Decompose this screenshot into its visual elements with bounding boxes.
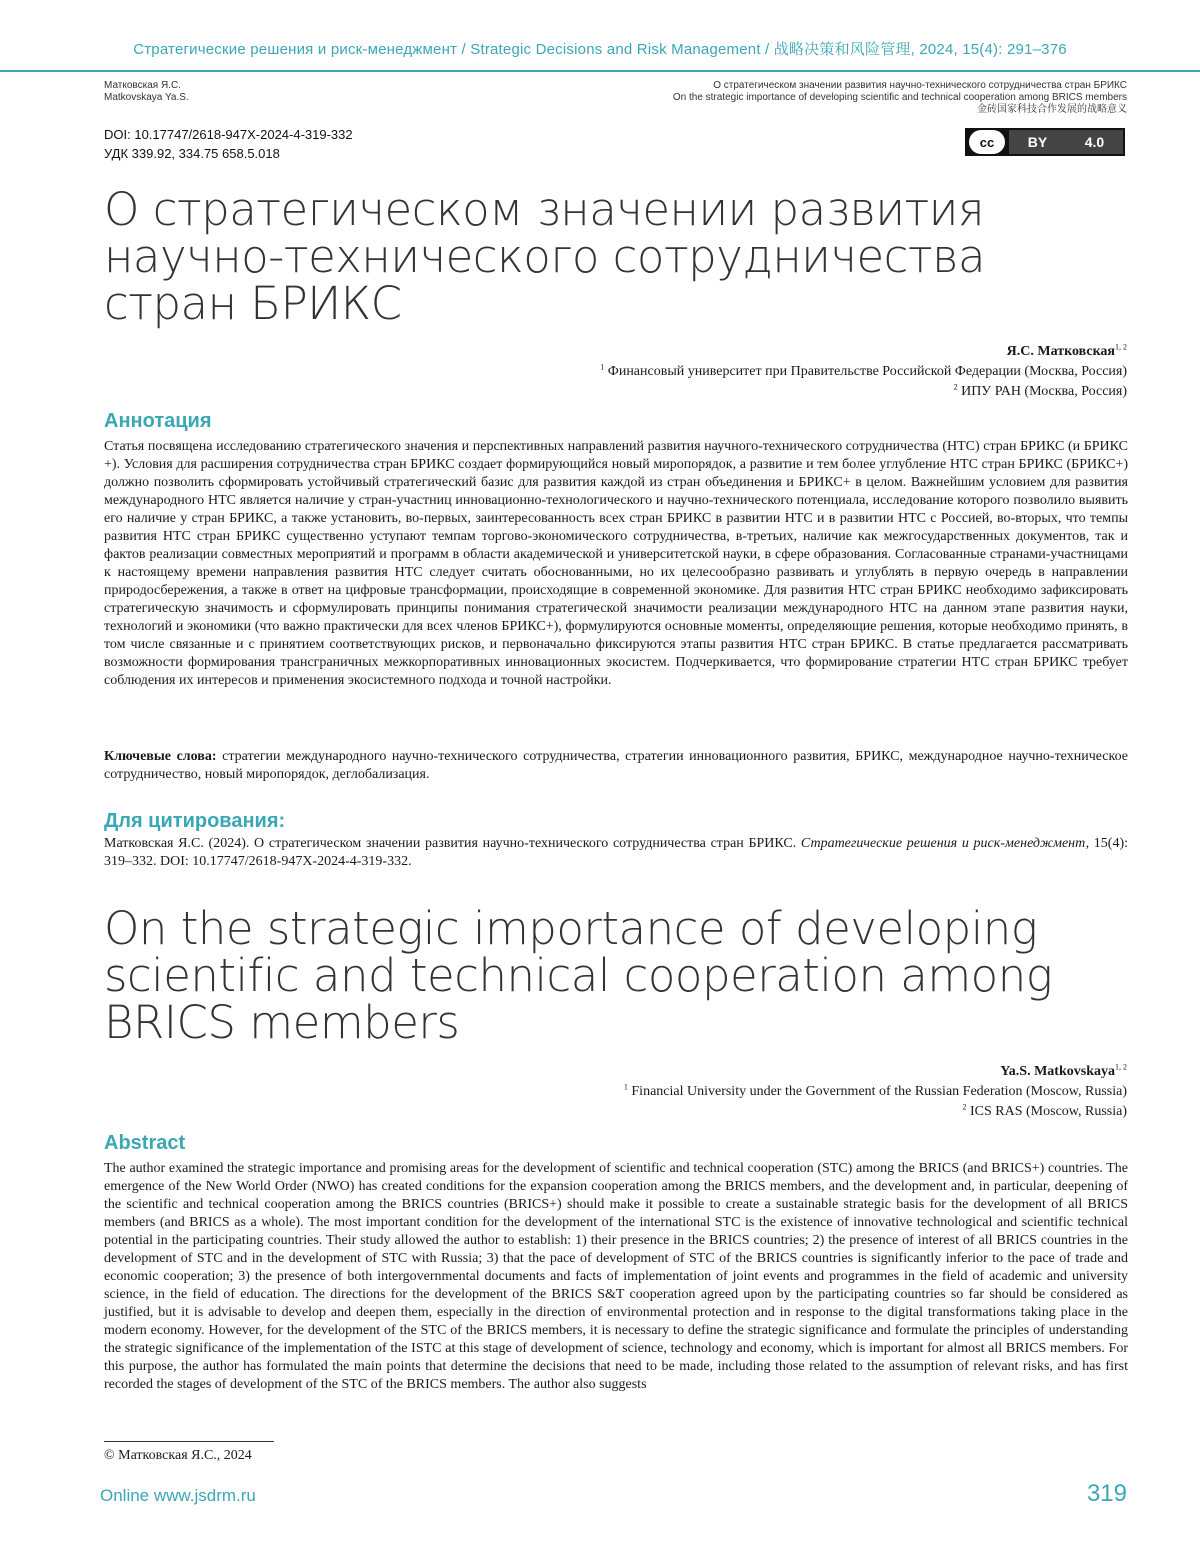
citation-main: Матковская Я.С. (2024). О стратегическом значении развития научно-технического сотрудничества стран БРИКС. xyxy=(104,836,801,851)
author-name-en xyxy=(624,1062,1127,1082)
running-title-en: On the strategic importance of developing scientific and technical cooperation among BRICS members xyxy=(672,92,1127,103)
header-divider xyxy=(0,70,1200,72)
cc-icon: cc xyxy=(969,130,1005,154)
journal-header: Стратегические решения и риск-менеджмент / Strategic Decisions and Risk Management / 战略决策和风险管理, 2024, 15(4): 291–376 xyxy=(133,41,1067,58)
running-title-ru: О стратегическом значении развития научно-технического сотрудничества стран БРИКС xyxy=(713,80,1127,91)
abstract-ru: Статья посвящена исследованию стратегического значения и перспективных направлений развития научного-технического сотрудничества (НТС) стран БРИКС (и БРИКС +). Условия для расширения сотрудничества стран БРИКС создает формирующийся новый миропорядок, а развитие и тем более углубление НТС стран БРИКС (БРИКС+) должно позволить сформировать устойчивый стратегический базис для развития каждой из стран объединения и БРИКС+ в целом. Важнейшим условием для развития международного НТС является наличие у стран-участниц инновационно-технологического и научно-технического потенциала, исследование которого позволило выявить его наличие у стран БРИКС, а также установить, во-первых, заинтересованность всех стран БРИКС в развитии НТС и в развитии НТС с Россией, во-вторых, что темпы развития НТС стран БРИКС существенно уступают темпам торгово-экономического сотрудничества, в-третьих, наличие как межгосударственных документов, так и фактов реализации совместных мероприятий и программ в области академической и университетской науки, в сфере образования. Согласованные странами-участницами к настоящему времени направления развития НТС следует считать обоснованными, но их целесообразно развивать и углублять в первую очередь в направлении природосбережения, а также в ответ на цифровые трансформации, происходящие в современной экономике. Для развития НТС стран БРИКС необходимо зафиксировать стратегическую значимость и сформулировать принципы понимания стратегической значимости реализации международного НТС на данном этапе развития науки, технологий и экономики (что важно практически для всех членов БРИКС+), формулируются основные моменты, определяющие решения, которые необходимо принять, в том числе связанные и с принятием соответствующих рисков, и первоначально фиксируются этапы развития НТС стран БРИКС. В статье предлагается рассматривать возможности формирования трансграничных межкорпоративных инновационных экосистем. Подчеркивается, что формирование стратегии НТС стран БРИКС требует соблюдения их интересов и применения экосистемного подхода и точной настройки. xyxy=(104,439,1128,688)
license-by: BY xyxy=(1027,134,1048,150)
running-author-en: Matkovskaya Ya.S. xyxy=(104,92,189,103)
author-block-en xyxy=(624,1062,1127,1122)
keywords-ru xyxy=(104,748,1128,784)
cc-license-badge[interactable] xyxy=(965,128,1125,156)
affiliation-en-2 xyxy=(624,1102,1127,1122)
page-number: 319 xyxy=(1086,1480,1127,1507)
running-author-ru: Матковская Я.С. xyxy=(104,80,181,91)
abstract-heading-ru: Аннотация xyxy=(104,410,212,432)
footnote-divider xyxy=(104,1441,274,1442)
affiliation-num: 2 xyxy=(962,1102,967,1112)
article-identifiers xyxy=(104,125,353,163)
author-sup: 1, 2 xyxy=(1115,342,1127,352)
affiliation-text: ИПУ РАН (Москва, Россия) xyxy=(957,384,1127,399)
author-block-ru xyxy=(600,342,1127,402)
affiliation-num: 1 xyxy=(600,362,605,372)
doi-text[interactable]: DOI: 10.17747/2618-947X-2024-4-319-332 xyxy=(104,127,353,142)
citation-text xyxy=(104,835,1128,871)
author-name-text: Ya.S. Matkovskaya xyxy=(1000,1064,1115,1079)
abstract-en: The author examined the strategic importance and promising areas for the development of scientific and technical cooperation (STC) among the BRICS (and BRICS+) countries. The emergence of the New World Order (NWO) has created conditions for the expansion cooperation among the BRICS members, and the development and, in particular, deepening of the scientific and technical cooperation among the BRICS countries (BRICS+) should make it possible to create a sustainable strategic basis for the development of all BRICS members (and BRICS as a whole). The most important condition for the development of the international STC is the existence of innovative technological and scientific technical potential in the participating countries. Their study allowed the author to establish: 1) their presence in the BRICS countries; 2) the presence of interest of all BRICS countries in the development of STC and in the development of STC with Russia; 3) that the pace of development of STC of the BRICS countries is significantly inferior to the pace of trade and economic cooperation; 3) the presence of both intergovernmental documents and facts of implementation of joint events and programmes in the field of academic and university science, in the field of education. The directions for the development of the BRICS S&T cooperation agreed upon by the participating countries so far should be considered as justified, but it is advisable to develop and deepen them, especially in the direction of environmental protection and in response to the digital transformations taking place in the modern economy. However, for the development of the STC of the BRICS members, it is necessary to define the strategic significance and formulate the principles of understanding the strategic significance of the implementation of the ISTC at this stage of development of science, technology and economy, which is important for almost all BRICS members. For this purpose, the author has formulated the main points that determine the decisions that need to be made, including those related to the assumption of relevant risks, and has first recorded the stages of development of the STC of the BRICS members. The author also suggests xyxy=(104,1161,1128,1392)
affiliation-text: Финансовый университет при Правительстве Российской Федерации (Москва, Россия) xyxy=(604,364,1127,379)
affiliation-ru-1 xyxy=(600,362,1127,382)
copyright-notice: © Матковская Я.С., 2024 xyxy=(104,1448,252,1463)
affiliation-num: 1 xyxy=(623,1082,628,1092)
author-sup: 1, 2 xyxy=(1115,1062,1127,1072)
license-label xyxy=(1009,130,1123,154)
author-name-text: Я.С. Матковская xyxy=(1006,344,1115,359)
affiliation-ru-2 xyxy=(600,382,1127,402)
affiliation-en-1 xyxy=(624,1082,1127,1102)
keywords-label: Ключевые слова: xyxy=(104,749,217,764)
affiliation-num: 2 xyxy=(953,382,958,392)
license-version: 4.0 xyxy=(1084,134,1105,150)
journal-website-link[interactable]: Online www.jsdrm.ru xyxy=(100,1486,256,1505)
affiliation-text: ICS RAS (Moscow, Russia) xyxy=(966,1104,1127,1119)
abstract-heading-en: Abstract xyxy=(104,1132,186,1154)
author-name-ru xyxy=(600,342,1127,362)
citation-heading: Для цитирования: xyxy=(104,810,286,832)
article-title-en: On the strategic importance of developing scientific and technical cooperation among BRICS members xyxy=(104,902,1053,1049)
running-head-authors xyxy=(104,80,189,104)
udc-text: УДК 339.92, 334.75 658.5.018 xyxy=(104,146,280,161)
citation-journal: Стратегические решения и риск-менеджмент, xyxy=(800,836,1090,851)
running-title-zh: 金砖国家科技合作发展的战略意义 xyxy=(977,104,1127,115)
article-title-ru: О стратегическом значении развития научно-технического сотрудничества стран БРИКС xyxy=(104,183,986,330)
keywords-text: стратегии международного научно-технического сотрудничества, стратегии инновационного развития, БРИКС, международное научно-техническое сотрудничество, новый миропорядок, деглобализация. xyxy=(104,749,1128,782)
affiliation-text: Financial University under the Government of the Russian Federation (Moscow, Russia) xyxy=(627,1084,1127,1099)
citation-tail: 15(4): 319–332. DOI: 10.17747/2618-947X-2024-4-319-332. xyxy=(104,836,1128,869)
running-head-titles xyxy=(673,80,1127,116)
